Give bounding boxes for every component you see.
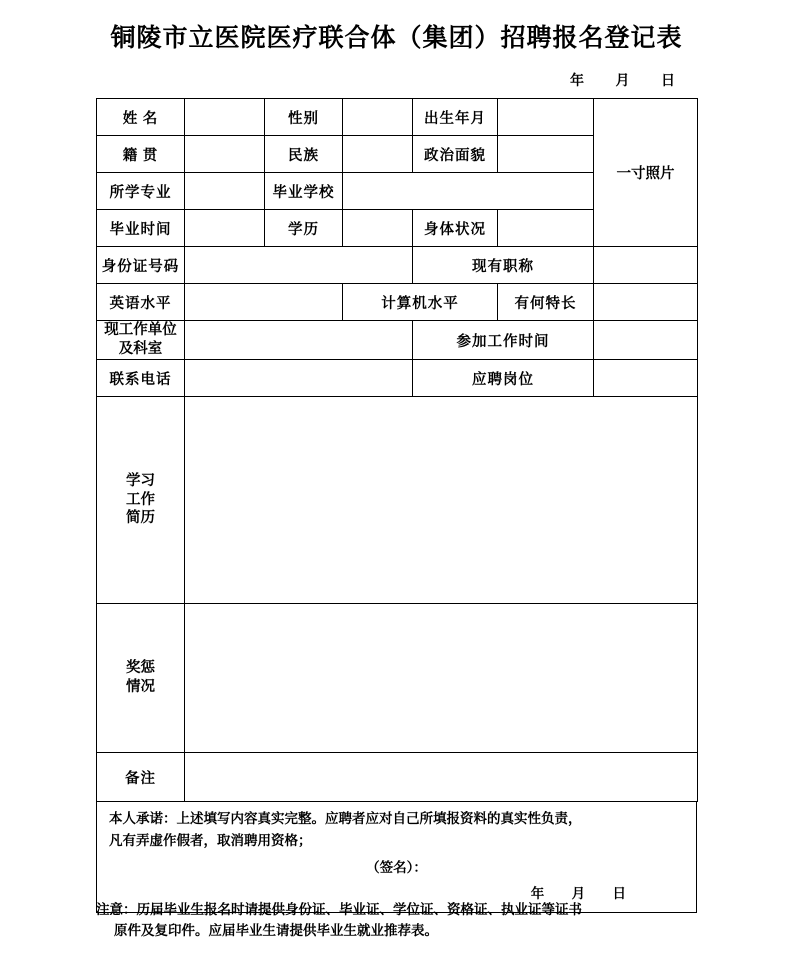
table-row bbox=[97, 284, 698, 321]
cell-current-title-label: 现有职称 bbox=[413, 247, 594, 284]
cell-english-label: 英语水平 bbox=[97, 284, 185, 321]
cell-school-value[interactable] bbox=[343, 173, 594, 210]
resume-label-line1: 学习 bbox=[126, 473, 155, 490]
cell-computer-label: 计算机水平 bbox=[343, 284, 498, 321]
cell-id-number-value[interactable] bbox=[185, 247, 413, 284]
work-unit-label-line2: 及科室 bbox=[118, 341, 163, 357]
cell-gender-label: 性别 bbox=[265, 99, 343, 136]
cell-specialty-value[interactable] bbox=[594, 284, 698, 321]
cell-major-label: 所学专业 bbox=[97, 173, 185, 210]
cell-political-label: 政治面貌 bbox=[413, 136, 498, 173]
cell-phone-value[interactable] bbox=[185, 360, 413, 397]
cell-id-number-label: 身份证号码 bbox=[97, 247, 185, 284]
table-row bbox=[97, 99, 698, 136]
cell-remark-label: 备注 bbox=[97, 753, 185, 802]
cell-major-value[interactable] bbox=[185, 173, 265, 210]
cell-remark-value[interactable] bbox=[185, 753, 698, 802]
cell-specialty-label: 有何特长 bbox=[498, 284, 594, 321]
cell-birth-value[interactable] bbox=[498, 99, 594, 136]
cell-work-unit-value[interactable] bbox=[185, 321, 413, 360]
cell-position-value[interactable] bbox=[594, 360, 698, 397]
table-row bbox=[97, 604, 698, 753]
cell-political-value[interactable] bbox=[498, 136, 594, 173]
cell-ethnicity-value[interactable] bbox=[343, 136, 413, 173]
resume-label-line3: 简历 bbox=[126, 510, 155, 527]
footnote-line-1: 注意：历届毕业生报名时请提供身份证、毕业证、学位证、资格证、执业证等证书 bbox=[96, 902, 582, 917]
cell-resume-label bbox=[97, 397, 185, 604]
cell-photo-label: 一寸照片 bbox=[594, 99, 698, 247]
page-title: 铜陵市立医院医疗联合体（集团）招聘报名登记表 bbox=[110, 25, 683, 52]
cell-work-start-label: 参加工作时间 bbox=[413, 321, 594, 360]
cell-phone-label: 联系电话 bbox=[97, 360, 185, 397]
table-row bbox=[97, 397, 698, 604]
cell-current-title-value[interactable] bbox=[594, 247, 698, 284]
table-row bbox=[97, 753, 698, 802]
header-date-line: 年 月 日 bbox=[570, 74, 689, 89]
signature-label[interactable]: （签名）： bbox=[366, 860, 427, 876]
cell-english-value[interactable] bbox=[185, 284, 343, 321]
cell-graduation-time-label: 毕业时间 bbox=[97, 210, 185, 247]
promise-line-2: 凡有弄虚作假者，取消聘用资格； bbox=[109, 832, 312, 848]
footnote-block bbox=[96, 900, 706, 942]
cell-name-value[interactable] bbox=[185, 99, 265, 136]
cell-native-place-value[interactable] bbox=[185, 136, 265, 173]
cell-gender-value[interactable] bbox=[343, 99, 413, 136]
signature-date-line: 年 月 日 bbox=[530, 885, 638, 901]
award-label-line2: 情况 bbox=[126, 679, 155, 695]
registration-table bbox=[96, 98, 698, 802]
table-row bbox=[97, 360, 698, 397]
cell-education-label: 学历 bbox=[265, 210, 343, 247]
cell-resume-value[interactable] bbox=[185, 397, 698, 604]
promise-block bbox=[96, 802, 697, 913]
cell-health-value[interactable] bbox=[498, 210, 594, 247]
cell-work-start-value[interactable] bbox=[594, 321, 698, 360]
resume-label-line2: 工作 bbox=[126, 491, 155, 508]
table-row bbox=[97, 321, 698, 360]
cell-name-label: 姓 名 bbox=[97, 99, 185, 136]
work-unit-label-line1: 现工作单位 bbox=[104, 322, 177, 339]
cell-work-unit-label bbox=[97, 321, 185, 360]
table-row bbox=[97, 247, 698, 284]
cell-ethnicity-label: 民族 bbox=[265, 136, 343, 173]
cell-award-label bbox=[97, 604, 185, 753]
promise-line-1: 本人承诺：上述填写内容真实完整。应聘者应对自己所填报资料的真实性负责， bbox=[109, 811, 582, 826]
cell-education-value[interactable] bbox=[343, 210, 413, 247]
cell-graduation-time-value[interactable] bbox=[185, 210, 265, 247]
award-label-line1: 奖惩 bbox=[126, 660, 155, 677]
footnote-line-2: 原件及复印件。应届毕业生请提供毕业生就业推荐表。 bbox=[114, 922, 438, 938]
cell-health-label: 身体状况 bbox=[413, 210, 498, 247]
form-table-wrapper bbox=[96, 98, 697, 913]
cell-native-place-label: 籍 贯 bbox=[97, 136, 185, 173]
cell-position-label: 应聘岗位 bbox=[413, 360, 594, 397]
cell-school-label: 毕业学校 bbox=[265, 173, 343, 210]
cell-birth-label: 出生年月 bbox=[413, 99, 498, 136]
cell-award-value[interactable] bbox=[185, 604, 698, 753]
